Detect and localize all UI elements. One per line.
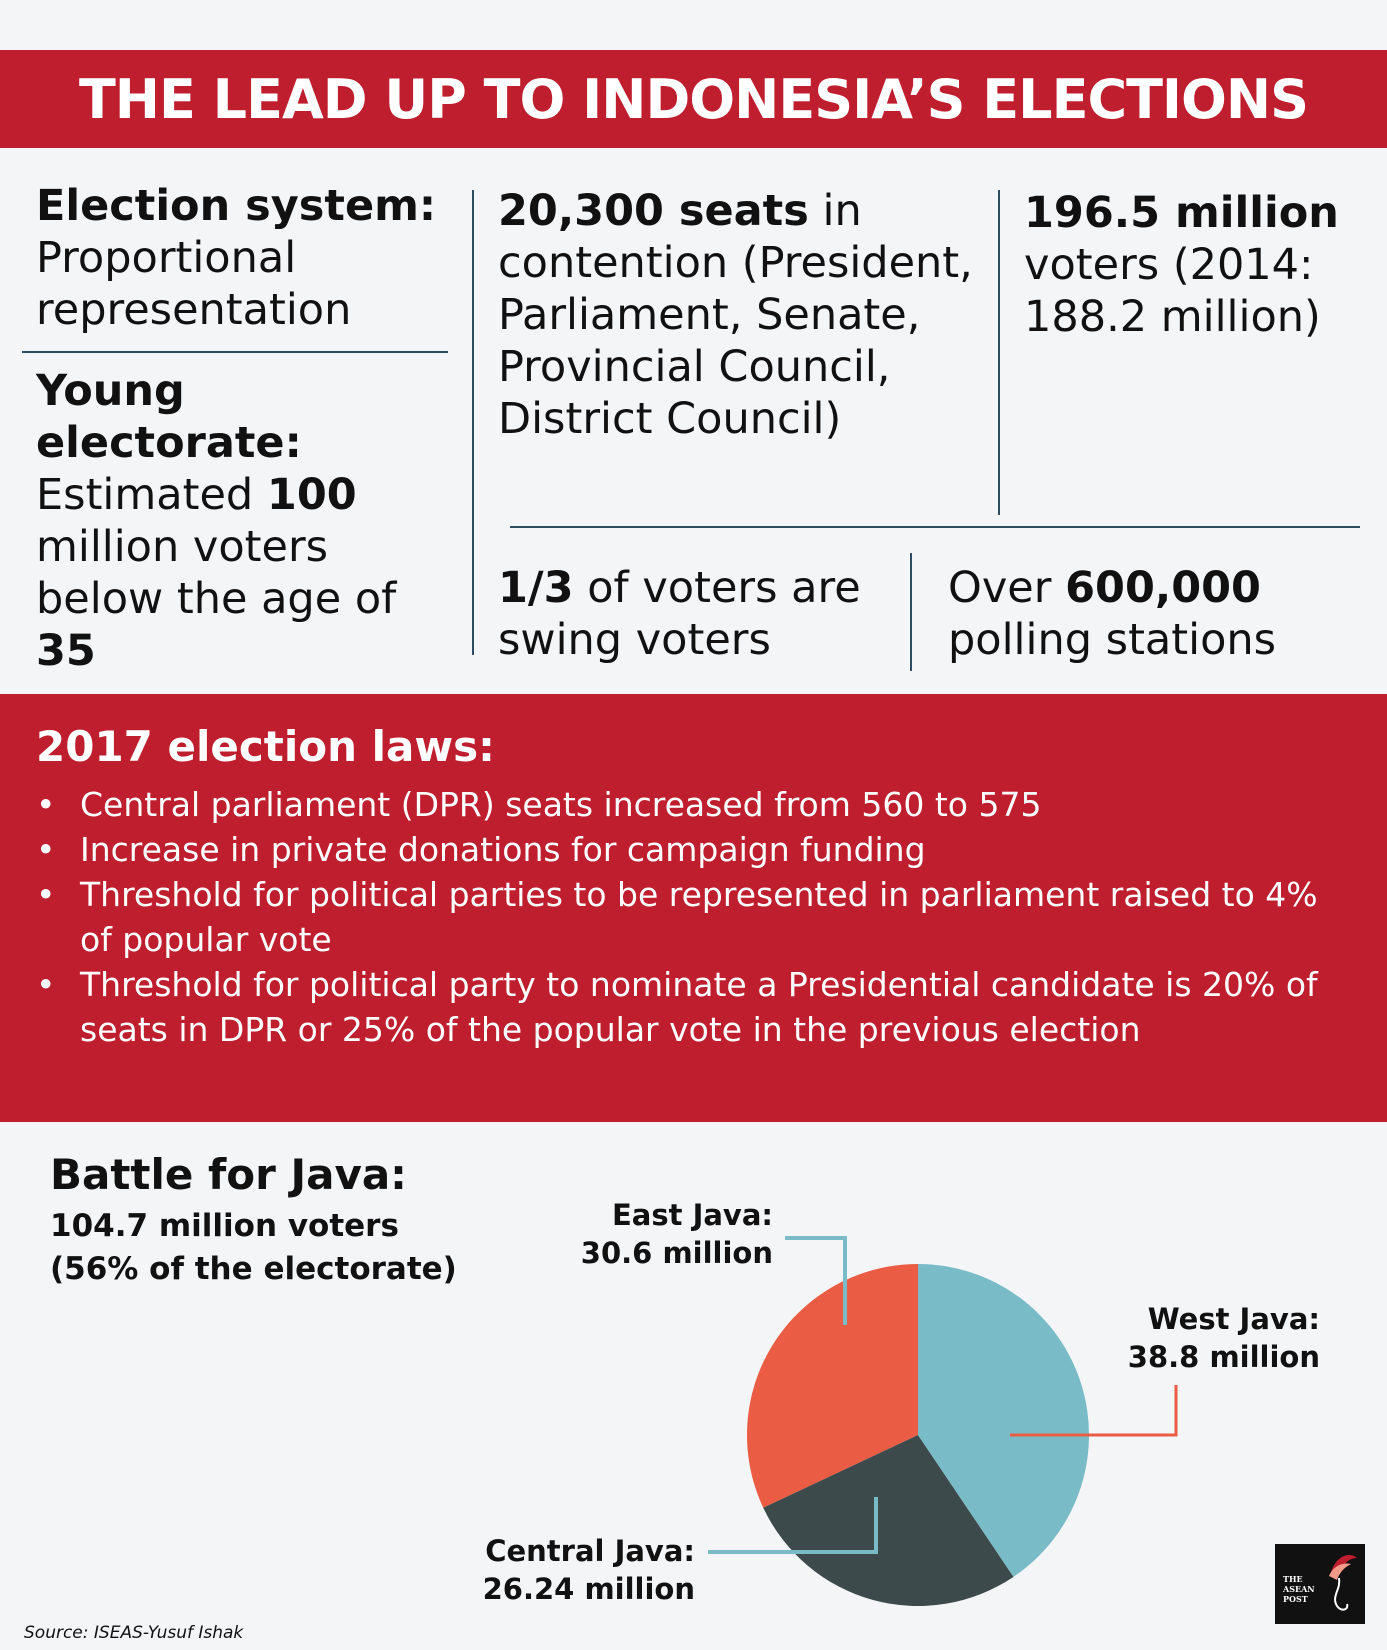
divider-right — [510, 526, 1360, 528]
election-laws-title: 2017 election laws: — [36, 722, 495, 771]
east-java-name: East Java: — [611, 1198, 773, 1232]
election-laws-panel — [0, 694, 1387, 1122]
voters-text: voters (2014: 188.2 million) — [1024, 240, 1321, 342]
central-java-name: Central Java: — [485, 1534, 695, 1568]
pie-label-central-java — [450, 1532, 695, 1608]
election-system-value: Proportional representation — [36, 233, 352, 335]
election-laws-list — [36, 782, 1356, 1052]
young-electorate-highlight: 100 — [266, 470, 357, 520]
list-item — [36, 827, 1356, 872]
pie-label-west-java — [1090, 1300, 1320, 1376]
seats-highlight: 20,300 seats — [498, 186, 809, 236]
polling-text-before: Over — [948, 563, 1066, 613]
polling-text-after: polling stations — [948, 615, 1277, 665]
law-item-text: Central parliament (DPR) seats increased from 560 to 575 — [80, 785, 1042, 824]
bird-logo-icon — [1325, 1550, 1359, 1616]
divider-vertical-3 — [910, 553, 912, 671]
java-title: Battle for Java: — [50, 1150, 407, 1199]
seats-fact — [498, 185, 998, 445]
source-credit: Source: ISEAS-Yusuf Ishak — [24, 1623, 244, 1643]
young-electorate-age: 35 — [36, 626, 96, 676]
swing-highlight: 1/3 — [498, 563, 574, 613]
list-item — [36, 872, 1356, 962]
page-title: THE LEAD UP TO INDONESIA’S ELECTIONS — [0, 50, 1387, 148]
law-item-text: Threshold for political parties to be represented in parliament raised to 4% of popular vote — [80, 875, 1318, 959]
java-subtitle-line2: (56% of the electorate) — [50, 1251, 457, 1287]
young-electorate-fact — [36, 365, 456, 677]
divider-left — [22, 351, 448, 353]
voters-fact — [1024, 187, 1364, 343]
logo-wordmark: THE ASEAN POST — [1283, 1574, 1315, 1604]
seats-text: in contention (President, Parliament, Senate, Provincial Council, District Council) — [498, 186, 973, 444]
east-java-value: 30.6 million — [580, 1236, 773, 1270]
young-electorate-text-before: Estimated — [36, 470, 267, 520]
divider-vertical-2 — [998, 190, 1000, 515]
election-system-label: Election system: — [36, 181, 437, 231]
divider-vertical-1 — [472, 190, 474, 655]
voters-highlight: 196.5 million — [1024, 188, 1339, 238]
bullet: • — [36, 875, 56, 914]
west-java-value: 38.8 million — [1127, 1340, 1320, 1374]
bullet: • — [36, 965, 56, 1004]
bullet: • — [36, 830, 56, 869]
asean-post-logo — [1275, 1544, 1365, 1624]
list-item — [36, 962, 1356, 1052]
list-item — [36, 782, 1356, 827]
polling-highlight: 600,000 — [1065, 563, 1261, 613]
election-system-fact — [36, 180, 466, 336]
java-subtitle-line1: 104.7 million voters — [50, 1208, 399, 1244]
central-java-value: 26.24 million — [482, 1572, 695, 1606]
young-electorate-label: Young electorate: — [36, 366, 302, 468]
polling-stations-fact — [948, 562, 1368, 666]
law-item-text: Threshold for political party to nominate a Presidential candidate is 20% of seats in DPR or 25% of the popular vote in the previous election — [80, 965, 1318, 1049]
pie-label-east-java — [560, 1196, 773, 1272]
young-electorate-text-after: million voters below the age of — [36, 522, 397, 624]
west-java-name: West Java: — [1147, 1302, 1320, 1336]
swing-text: of voters are swing voters — [498, 563, 861, 665]
bullet: • — [36, 785, 56, 824]
swing-voters-fact — [498, 562, 903, 666]
law-item-text: Increase in private donations for campaign funding — [80, 830, 926, 869]
